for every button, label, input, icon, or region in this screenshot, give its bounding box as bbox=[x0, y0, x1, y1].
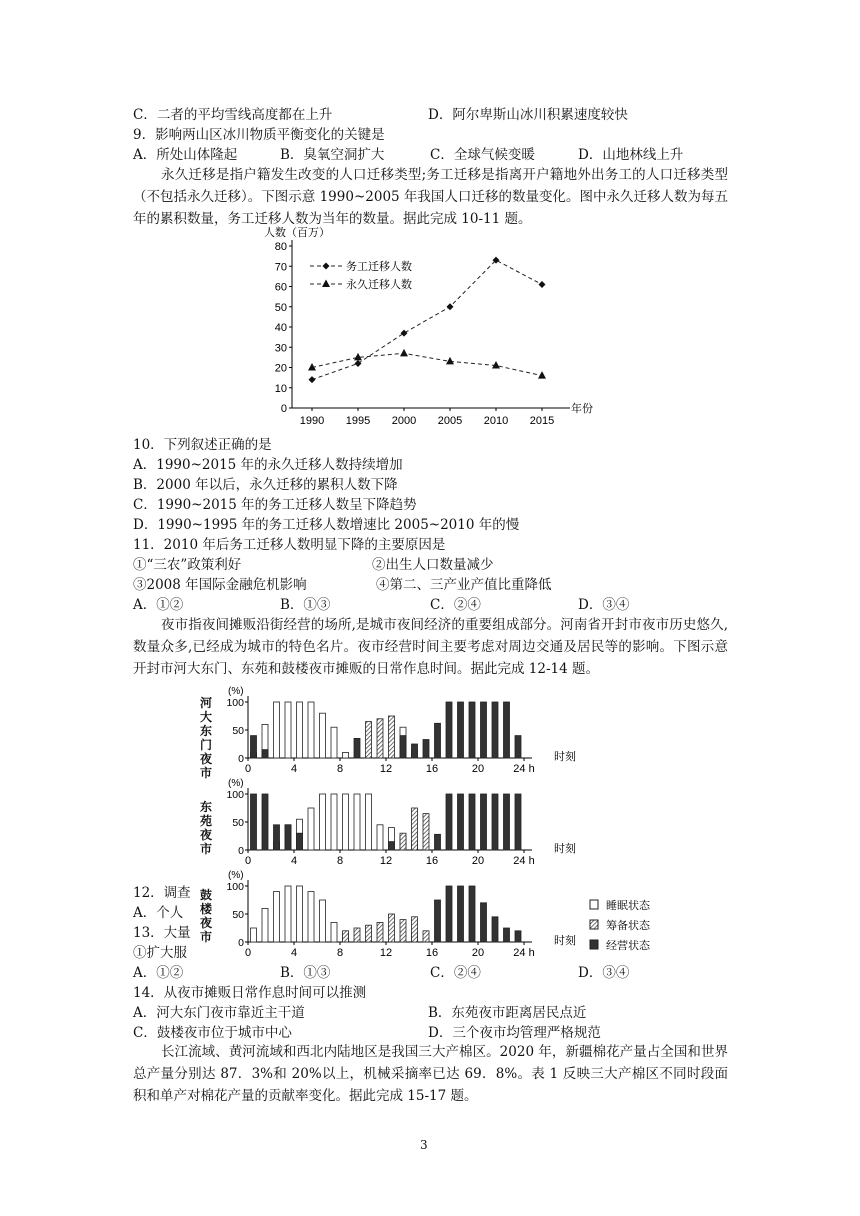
sleep-bar bbox=[354, 794, 360, 850]
prep-bar bbox=[366, 925, 372, 942]
operate-bar bbox=[481, 794, 487, 850]
prep-bar bbox=[354, 928, 360, 942]
panel-label-hedadongmen: 河大东门夜市 bbox=[199, 696, 212, 780]
x-tick-label: 12 bbox=[379, 763, 393, 775]
x-axis-label: 时刻 bbox=[554, 751, 576, 763]
x-tick-label: 4 bbox=[290, 763, 298, 775]
prep-bar bbox=[389, 716, 395, 758]
sleep-bar bbox=[366, 794, 372, 850]
x-tick-label: 20 bbox=[471, 947, 485, 959]
q13-option-a: A．①② bbox=[133, 965, 184, 981]
data-point-triangle bbox=[492, 361, 500, 369]
prep-bar bbox=[412, 808, 418, 850]
x-tick-label: 2000 bbox=[391, 415, 417, 427]
sleep-bar bbox=[320, 794, 326, 850]
operate-bar bbox=[297, 833, 303, 850]
y-tick-label: 0 bbox=[238, 937, 244, 949]
panel-label-dongyuan: 东苑夜市 bbox=[199, 800, 212, 856]
operate-bar bbox=[251, 736, 257, 758]
prep-bar bbox=[423, 931, 429, 942]
q11-option-b: B．①③ bbox=[280, 597, 331, 613]
sleep-bar bbox=[343, 752, 349, 758]
prep-bar bbox=[343, 931, 349, 942]
legend-label-2: 永久迁移人数 bbox=[346, 279, 412, 291]
q11-option-d: D．③④ bbox=[578, 597, 630, 613]
prep-bar bbox=[377, 922, 383, 942]
operate-bar bbox=[458, 886, 464, 942]
sleep-bar bbox=[285, 702, 291, 758]
dongyuan-bar-chart bbox=[218, 776, 576, 868]
operate-bar bbox=[446, 886, 452, 942]
prep-bar bbox=[400, 833, 406, 850]
q13-stem-partial: 13．大量 bbox=[133, 925, 191, 941]
page-number: 3 bbox=[420, 1138, 428, 1152]
x-tick-label: 16 bbox=[425, 947, 439, 959]
legend-label-1: 务工迁移人数 bbox=[346, 261, 412, 273]
x-tick-label: 16 bbox=[425, 855, 439, 867]
y-tick-label: 50 bbox=[232, 725, 244, 737]
x-tick-label: 24 h bbox=[513, 763, 535, 775]
x-tick-label: 20 bbox=[471, 763, 485, 775]
sleep-bar bbox=[274, 892, 280, 942]
q14-option-b: B．东苑夜市距离居民点近 bbox=[428, 1005, 587, 1021]
prep-bar bbox=[423, 814, 429, 850]
q11-item-1: ①“三农”政策利好 bbox=[133, 557, 242, 573]
operate-bar bbox=[389, 842, 395, 850]
legend-sleep-label: 睡眠状态 bbox=[606, 900, 650, 912]
y-axis-label: 人数（百万） bbox=[264, 227, 330, 239]
y-unit-label: (%) bbox=[228, 778, 244, 789]
prep-bar bbox=[412, 917, 418, 942]
q9-stem: 9．影响两山区冰川物质平衡变化的关键是 bbox=[133, 127, 385, 143]
q13-option-b: B．①③ bbox=[280, 965, 331, 981]
sleep-bar bbox=[331, 922, 337, 942]
x-tick-label: 8 bbox=[336, 855, 344, 867]
sleep-bar bbox=[331, 794, 337, 850]
y-tick-label: 60 bbox=[274, 281, 287, 294]
operate-bar bbox=[423, 740, 429, 758]
q12-option-a-partial: A．个人 bbox=[133, 905, 184, 921]
operate-bar bbox=[435, 723, 441, 758]
operate-bar bbox=[492, 917, 498, 942]
panel-label-gulou: 鼓楼夜市 bbox=[199, 888, 212, 944]
y-tick-label: 80 bbox=[274, 241, 287, 253]
bar-chart-legend bbox=[588, 896, 678, 956]
x-axis-label: 年份 bbox=[571, 403, 593, 415]
y-tick-label: 0 bbox=[238, 845, 244, 857]
q10-stem: 10．下列叙述正确的是 bbox=[133, 437, 272, 453]
operate-bar bbox=[515, 736, 521, 758]
y-tick-label: 30 bbox=[274, 342, 287, 355]
sleep-bar bbox=[308, 808, 314, 850]
intro-12-14: 夜市指夜间摊贩沿街经营的场所,是城市夜间经济的重要组成部分。河南省开封市夜市历史悠久,数量众多,已经成为城市的特色名片。夜市经营时间主要考虑对周边交通及居民等的影响。下图示意开封市河大东门、东苑和鼓楼夜市摊贩的日常作息时间。据此完成 12-14 题。 bbox=[133, 617, 728, 677]
operate-bar bbox=[469, 702, 475, 758]
q11-option-c: C．②④ bbox=[430, 597, 481, 613]
x-tick-label: 0 bbox=[244, 947, 252, 959]
sleep-bar bbox=[308, 892, 314, 942]
q13-option-d: D．③④ bbox=[578, 965, 630, 981]
x-tick-label: 12 bbox=[379, 855, 393, 867]
operate-bar bbox=[492, 794, 498, 850]
q11-item-2: ②出生人口数量减少 bbox=[372, 557, 494, 573]
y-tick-label: 50 bbox=[232, 817, 244, 829]
x-tick-label: 4 bbox=[290, 855, 298, 867]
x-tick-label: 0 bbox=[244, 855, 252, 867]
sleep-bar bbox=[251, 928, 257, 942]
operate-bar bbox=[504, 928, 510, 942]
q14-option-c: C．鼓楼夜市位于城市中心 bbox=[133, 1025, 292, 1041]
q10-option-b: B．2000 年以后，永久迁移的累积人数下降 bbox=[133, 477, 398, 493]
operate-bar bbox=[435, 900, 441, 942]
sleep-bar bbox=[297, 702, 303, 758]
data-point-triangle bbox=[446, 357, 454, 365]
q10-option-c: C．1990~2015 年的务工迁移人数呈下降趋势 bbox=[133, 497, 417, 513]
operate-bar bbox=[515, 794, 521, 850]
q10-option-a: A．1990~2015 年的永久迁移人数持续增加 bbox=[133, 457, 403, 473]
x-axis-label: 时刻 bbox=[554, 843, 576, 855]
x-tick-label: 2010 bbox=[483, 415, 509, 427]
operate-bar bbox=[458, 702, 464, 758]
data-point-diamond bbox=[309, 376, 316, 383]
prep-bar bbox=[400, 920, 406, 942]
y-tick-label: 70 bbox=[274, 261, 287, 274]
y-tick-label: 10 bbox=[274, 382, 287, 395]
y-tick-label: 0 bbox=[238, 753, 244, 765]
x-tick-label: 8 bbox=[336, 947, 344, 959]
sleep-bar bbox=[320, 713, 326, 758]
data-point-diamond bbox=[447, 303, 454, 310]
x-tick-label: 2015 bbox=[529, 415, 555, 427]
operate-bar bbox=[469, 886, 475, 942]
legend-marker-diamond bbox=[323, 263, 330, 270]
x-tick-label: 24 h bbox=[513, 855, 535, 867]
x-tick-label: 2005 bbox=[437, 415, 463, 427]
q8-option-c: C．二者的平均雪线高度都在上升 bbox=[133, 107, 333, 123]
y-unit-label: (%) bbox=[228, 870, 244, 881]
operate-bar bbox=[251, 794, 257, 850]
q11-item-3: ③2008 年国际金融危机影响 bbox=[133, 577, 307, 593]
prep-bar bbox=[389, 914, 395, 942]
sleep-bar bbox=[331, 727, 337, 758]
operate-bar bbox=[262, 794, 268, 850]
sleep-bar bbox=[274, 702, 280, 758]
operate-bar bbox=[481, 702, 487, 758]
data-point-triangle bbox=[538, 371, 546, 379]
hedadongmen-bar-chart bbox=[218, 684, 576, 775]
x-axis-label: 时刻 bbox=[554, 935, 576, 947]
y-tick-label: 100 bbox=[226, 697, 244, 709]
legend-prep-swatch bbox=[590, 920, 598, 929]
legend-marker-triangle bbox=[322, 280, 330, 288]
operate-bar bbox=[262, 750, 268, 758]
q9-option-b: B．臭氧空洞扩大 bbox=[280, 147, 385, 163]
y-unit-label: (%) bbox=[228, 686, 244, 697]
y-tick-label: 100 bbox=[226, 881, 244, 893]
q10-option-d: D．1990~1995 年的务工迁移人数增速比 2005~2010 年的慢 bbox=[133, 517, 520, 533]
legend-operate-swatch bbox=[590, 940, 598, 949]
sleep-bar bbox=[308, 702, 314, 758]
operate-bar bbox=[504, 702, 510, 758]
q12-stem-partial: 12．调查 bbox=[133, 885, 191, 901]
series-line-2 bbox=[312, 353, 542, 375]
q14-stem: 14．从夜市摊贩日常作息时间可以推测 bbox=[133, 985, 367, 1001]
operate-bar bbox=[412, 744, 418, 758]
q9-option-d: D．山地林线上升 bbox=[578, 147, 684, 163]
q14-option-d: D．三个夜市均管理严格规范 bbox=[428, 1025, 601, 1041]
migration-line-chart bbox=[262, 224, 602, 436]
operate-bar bbox=[274, 825, 280, 850]
q13-item-partial: ①扩大服 bbox=[133, 945, 187, 961]
x-tick-label: 1990 bbox=[299, 415, 325, 427]
operate-bar bbox=[469, 794, 475, 850]
operate-bar bbox=[458, 794, 464, 850]
prep-bar bbox=[377, 719, 383, 758]
x-tick-label: 0 bbox=[244, 763, 252, 775]
q9-option-c: C．全球气候变暖 bbox=[430, 147, 535, 163]
data-point-diamond bbox=[539, 281, 546, 288]
sleep-bar bbox=[320, 900, 326, 942]
y-tick-label: 50 bbox=[232, 909, 244, 921]
intro-10-11: 永久迁移是指户籍发生改变的人口迁移类型;务工迁移是指离开户籍地外出务工的人口迁移类型（不包括永久迁移）。下图示意 1990~2005 年我国人口迁移的数量变化。图中永久迁移人数为每五年的累积数量，务工迁移人数为当年的数量。据此完成 10-11 题。 bbox=[133, 167, 728, 227]
sleep-bar bbox=[285, 886, 291, 942]
x-tick-label: 24 h bbox=[513, 947, 535, 959]
q14-option-a: A．河大东门夜市靠近主干道 bbox=[133, 1005, 305, 1021]
x-tick-label: 8 bbox=[336, 763, 344, 775]
sleep-bar bbox=[343, 794, 349, 850]
q11-option-a: A．①② bbox=[133, 597, 184, 613]
gulou-bar-chart bbox=[218, 868, 576, 960]
data-point-diamond bbox=[355, 360, 362, 367]
y-tick-label: 40 bbox=[274, 322, 287, 334]
q11-item-4: ④第二、三产业产值比重降低 bbox=[376, 577, 552, 593]
operate-bar bbox=[400, 736, 406, 758]
legend-operate-label: 经营状态 bbox=[606, 940, 650, 952]
intro-15-17: 长江流域、黄河流域和西北内陆地区是我国三大产棉区。2020 年，新疆棉花产量占全国和世界总产量分别达 87．3%和 20%以上，机械采摘率已达 69．8%。表 1 反映三大产棉区不同时段面积和单产对棉花产量的贡献率变化。据此完成 15-17 题。 bbox=[133, 1044, 728, 1104]
sleep-bar bbox=[297, 886, 303, 942]
y-tick-label: 20 bbox=[274, 362, 287, 375]
sleep-bar bbox=[262, 908, 268, 942]
prep-bar bbox=[366, 722, 372, 758]
operate-bar bbox=[492, 702, 498, 758]
y-tick-label: 0 bbox=[280, 403, 287, 415]
y-tick-label: 100 bbox=[226, 789, 244, 801]
data-point-triangle bbox=[354, 353, 362, 361]
operate-bar bbox=[481, 903, 487, 942]
sleep-bar bbox=[377, 825, 383, 850]
operate-bar bbox=[446, 794, 452, 850]
q8-option-d: D．阿尔卑斯山冰川积累速度较快 bbox=[428, 107, 628, 123]
legend-sleep-swatch bbox=[590, 900, 598, 909]
y-tick-label: 50 bbox=[274, 301, 287, 314]
x-tick-label: 20 bbox=[471, 855, 485, 867]
operate-bar bbox=[446, 702, 452, 758]
operate-bar bbox=[354, 738, 360, 758]
legend-prep-label: 筹备状态 bbox=[606, 920, 650, 932]
q9-option-a: A．所处山体隆起 bbox=[133, 147, 238, 163]
operate-bar bbox=[515, 931, 521, 942]
data-point-diamond bbox=[401, 330, 408, 337]
x-tick-label: 1995 bbox=[345, 415, 371, 427]
x-tick-label: 12 bbox=[379, 947, 393, 959]
x-tick-label: 4 bbox=[290, 947, 298, 959]
operate-bar bbox=[504, 794, 510, 850]
data-point-triangle bbox=[400, 349, 408, 357]
operate-bar bbox=[285, 825, 291, 850]
operate-bar bbox=[435, 834, 441, 850]
q11-stem: 11．2010 年后务工迁移人数明显下降的主要原因是 bbox=[133, 537, 446, 553]
q13-option-c: C．②④ bbox=[430, 965, 481, 981]
x-tick-label: 16 bbox=[425, 763, 439, 775]
